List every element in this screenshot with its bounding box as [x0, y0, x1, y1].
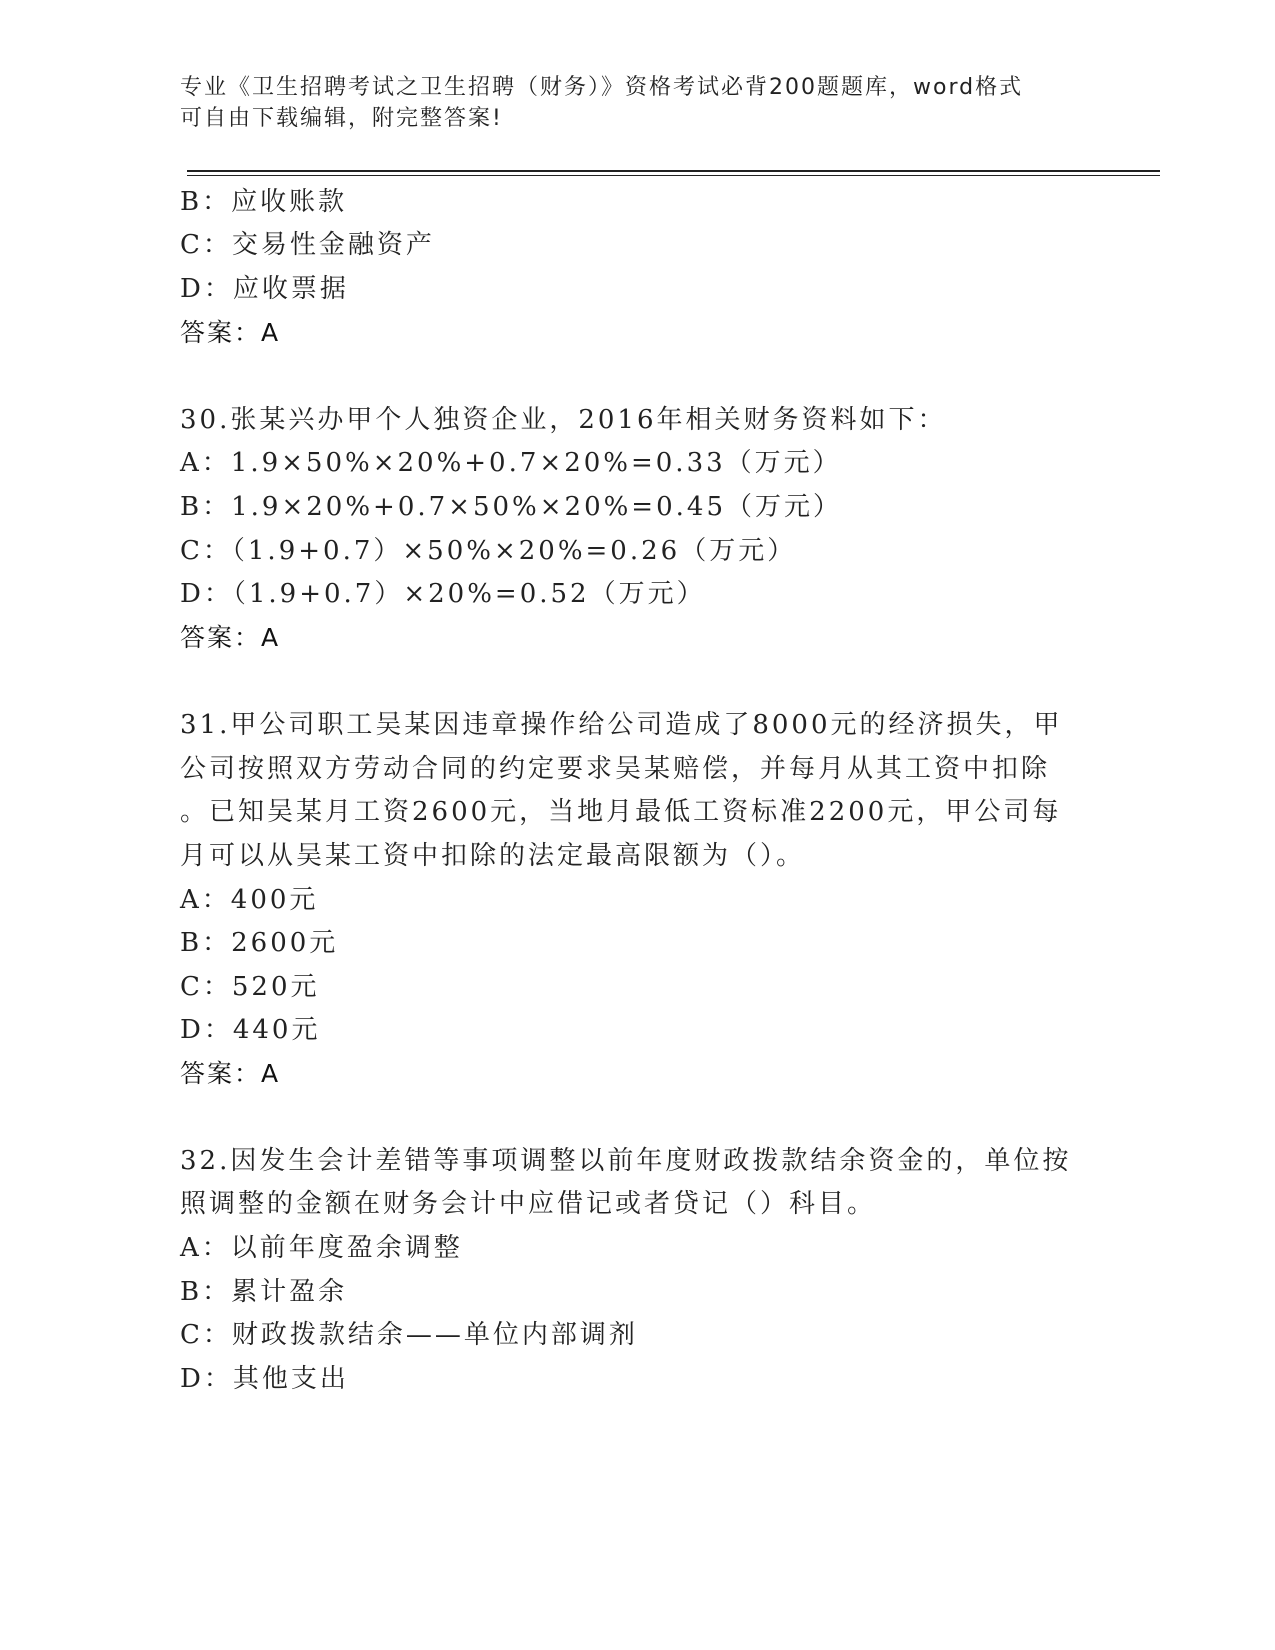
- q32-option-d: D：其他支出: [180, 1364, 349, 1394]
- q31-stem-line-3: 。已知吴某月工资2600元，当地月最低工资标准2200元，甲公司每: [180, 797, 1062, 827]
- q32-option-a: A：以前年度盈余调整: [180, 1233, 463, 1263]
- q32-option-c: C：财政拨款结余——单位内部调剂: [180, 1320, 638, 1350]
- q31-option-c: C：520元: [180, 972, 320, 1002]
- q31-option-b: B：2600元: [180, 928, 339, 958]
- q29-option-d: D：应收票据: [180, 274, 349, 304]
- header-rule-thin: [187, 175, 1160, 176]
- q31-stem-line-2: 公司按照双方劳动合同的约定要求吴某赔偿，并每月从其工资中扣除: [180, 754, 1051, 784]
- header-rule-thick: [187, 170, 1160, 172]
- q30-option-c: C：（1.9+0.7）×50%×20%=0.26（万元）: [180, 536, 797, 566]
- q31-stem-line-4: 月可以从吴某工资中扣除的法定最高限额为（）。: [180, 841, 806, 871]
- header-line-1: 专业《卫生招聘考试之卫生招聘（财务）》资格考试必背200题题库，word格式: [180, 75, 1024, 100]
- q30-answer: 答案：A: [180, 623, 281, 652]
- q29-answer: 答案：A: [180, 318, 281, 347]
- q29-option-b: B：应收账款: [180, 187, 348, 217]
- q30-option-b: B：1.9×20%+0.7×50%×20%=0.45（万元）: [180, 492, 842, 522]
- q31-answer: 答案：A: [180, 1059, 281, 1088]
- q32-stem-line-2: 照调整的金额在财务会计中应借记或者贷记（）科目。: [180, 1189, 877, 1219]
- q31-stem-line-1: 31.甲公司职工吴某因违章操作给公司造成了8000元的经济损失，甲: [180, 710, 1063, 740]
- q30-option-a: A：1.9×50%×20%+0.7×20%=0.33（万元）: [180, 448, 842, 478]
- q29-option-c: C：交易性金融资产: [180, 230, 435, 260]
- header-line-2: 可自由下载编辑，附完整答案!: [180, 106, 503, 131]
- q31-option-a: A：400元: [180, 885, 319, 915]
- q32-option-b: B：累计盈余: [180, 1277, 348, 1307]
- q30-stem: 30.张某兴办甲个人独资企业，2016年相关财务资料如下：: [180, 405, 947, 435]
- q32-stem-line-1: 32.因发生会计差错等事项调整以前年度财政拨款结余资金的，单位按: [180, 1146, 1072, 1176]
- q31-option-d: D：440元: [180, 1015, 321, 1045]
- q30-option-d: D：（1.9+0.7）×20%=0.52（万元）: [180, 579, 706, 609]
